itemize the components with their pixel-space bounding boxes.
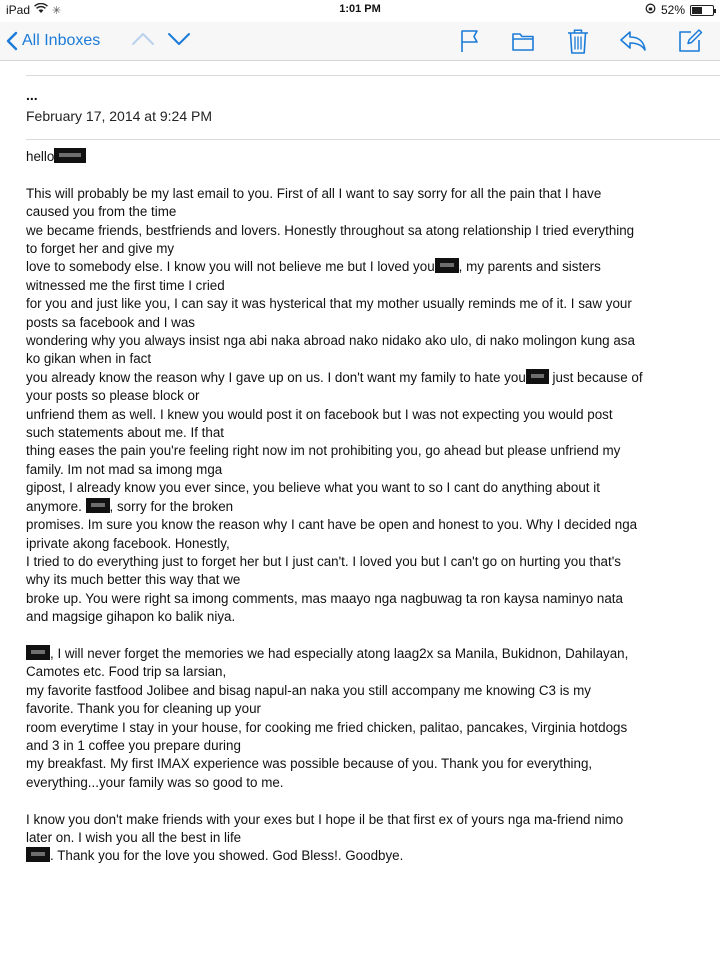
- body-line: wondering why you always insist nga abi naka abroad nako nidako ako ulo, di nako molingon kung asa: [26, 333, 635, 349]
- status-right: [645, 3, 714, 17]
- body-line: to forget her and give my: [26, 241, 175, 257]
- body-line: and 3 in 1 coffee you prepare during: [26, 737, 241, 753]
- redacted-name: [26, 847, 50, 862]
- redacted-name: [435, 258, 459, 273]
- body-line: my breakfast. My first IMAX experience was possible because of you. Thank you for everything,: [26, 756, 593, 772]
- body-line: room everytime I stay in your house, for cooking me fried chicken, palitao, pancakes, Virginia hotdogs: [26, 719, 628, 735]
- next-message-button[interactable]: [167, 30, 191, 53]
- body-line: , I will never forget the memories we had especially atong laag2x sa Manila, Bukidnon, Dahilayan,: [50, 645, 629, 661]
- body-line: your posts so please block or: [26, 388, 200, 404]
- trash-button[interactable]: [566, 28, 590, 60]
- body-line: This will probably be my last email to you. First of all I want to say sorry for all the pain that I have: [26, 185, 602, 201]
- body-line: such statements about me. If that: [26, 425, 224, 441]
- message-date: February 17, 2014 at 9:24 PM: [26, 108, 212, 124]
- device-name: iPad: [6, 3, 31, 17]
- redacted-name: [526, 369, 549, 384]
- header-divider-bottom: [26, 139, 720, 140]
- status-time: 1:01 PM: [339, 3, 381, 15]
- chevron-down-icon: [167, 30, 191, 48]
- activity-spinner-icon: ✳: [52, 4, 62, 17]
- message-body: [26, 148, 690, 866]
- body-line: Camotes etc. Food trip sa larsian,: [26, 664, 227, 680]
- body-line: iprivate akong facebook. Honestly,: [26, 535, 230, 551]
- body-line: anymore.: [26, 498, 86, 514]
- compose-icon: [677, 28, 703, 54]
- body-line: love to somebody else. I know you will not believe me but I loved you: [26, 259, 435, 275]
- trash-icon: [566, 28, 590, 55]
- battery-icon: [690, 5, 714, 16]
- body-line: we became friends, bestfriends and lovers. Honestly throughout sa atong relationship I tried everything: [26, 222, 635, 238]
- flag-button[interactable]: [459, 28, 481, 59]
- back-button-label: All Inboxes: [22, 32, 101, 49]
- body-line: caused you from the time: [26, 204, 177, 220]
- move-to-folder-button[interactable]: [511, 28, 535, 59]
- folder-icon: [511, 28, 535, 54]
- paragraph-3: [26, 811, 690, 866]
- redacted-name: [26, 645, 50, 660]
- body-line: favorite. Thank you for cleaning up your: [26, 701, 261, 717]
- greeting-line: [26, 148, 690, 166]
- body-line: for you and just like you, I can say it was hysterical that my mother usually reminds me of it. I saw your: [26, 296, 632, 312]
- body-line: posts sa facebook and I was: [26, 314, 195, 330]
- body-line: I know you don't make friends with your exes but I hope il be that first ex of yours nga ma-friend nimo: [26, 811, 624, 827]
- body-line: everything...your family was so good to me.: [26, 774, 284, 790]
- body-line: I tried to do everything just to forget her but I just can't. I loved you but I can't go on hurting you that's: [26, 553, 621, 569]
- body-line: family. Im not mad sa imong mga: [26, 461, 223, 477]
- body-line: witnessed me the first time I cried: [26, 277, 225, 293]
- mail-toolbar: [0, 22, 720, 61]
- body-line: my favorite fastfood Jolibee and bisag napul-an naka you still accompany me knowing C3 is my: [26, 682, 591, 698]
- compose-button[interactable]: [677, 28, 703, 59]
- body-line: you already know the reason why I gave up on us. I don't want my family to hate you: [26, 369, 526, 385]
- body-line: , sorry for the broken: [109, 498, 234, 514]
- status-bar: [0, 0, 720, 22]
- body-line: unfriend them as well. I knew you would post it on facebook but I was not expecting you would post: [26, 406, 613, 422]
- paragraph-1: [26, 185, 690, 627]
- body-line: ko gikan when in fact: [26, 351, 152, 367]
- reply-icon: [619, 28, 647, 54]
- header-divider-top: [26, 75, 720, 76]
- body-line: promises. Im sure you know the reason why I cant have be open and honest to you. Why I decided nga: [26, 517, 638, 533]
- body-line: why its much better this way that we: [26, 572, 241, 588]
- battery-percent: 52%: [660, 3, 685, 17]
- body-line: broke up. You were right sa imong comments, mas maayo nga nagbuwag ta ron kaysa naminyo nata: [26, 590, 623, 606]
- body-line: , my parents and sisters: [458, 259, 601, 275]
- redacted-name: [86, 498, 110, 513]
- body-line: and magsige gihapon ko balik niya.: [26, 609, 236, 625]
- body-line: . Thank you for the love you showed. God Bless!. Goodbye.: [50, 848, 404, 864]
- redacted-name: [54, 148, 86, 163]
- body-line: thing eases the pain you're feeling right now im not prohibiting you, go ahead but please unfriend my: [26, 443, 621, 459]
- reply-button[interactable]: [619, 28, 647, 59]
- greeting-text: hello: [26, 149, 55, 164]
- previous-message-button[interactable]: [131, 30, 155, 53]
- chevron-up-icon: [131, 30, 155, 48]
- flag-icon: [459, 28, 481, 54]
- body-line: later on. I wish you all the best in life: [26, 829, 242, 845]
- rotation-lock-icon: [645, 3, 656, 17]
- battery-fill: [692, 7, 702, 14]
- chevron-left-icon: [6, 31, 18, 51]
- back-to-all-inboxes-button[interactable]: [6, 28, 100, 54]
- sender-name: ...: [26, 87, 38, 103]
- paragraph-2: [26, 645, 690, 792]
- body-line: just because of: [548, 369, 643, 385]
- body-line: gipost, I already know you ever since, you believe what you want to so I cant do anything about it: [26, 480, 600, 496]
